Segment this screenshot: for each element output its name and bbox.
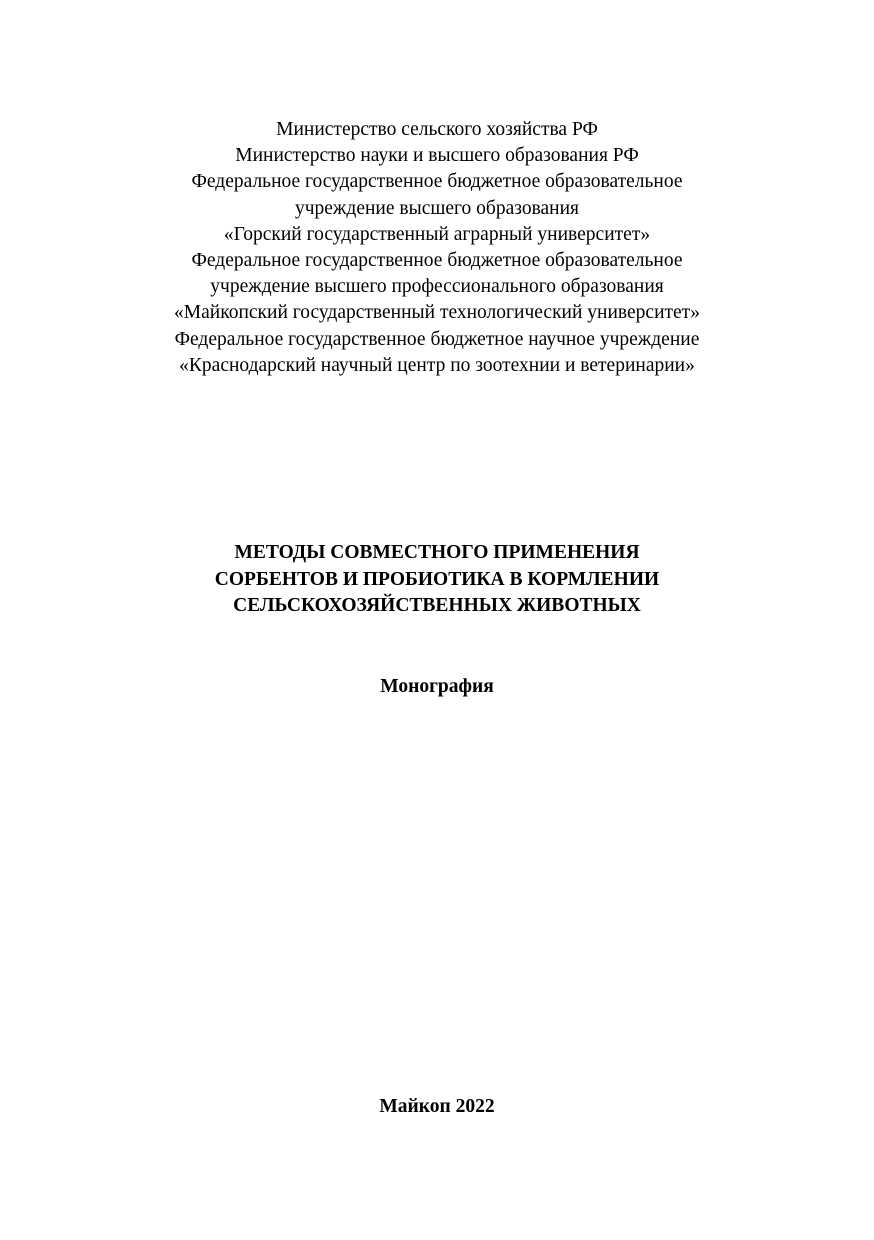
- institution-line: «Майкопский государственный технологический университет»: [174, 302, 700, 324]
- institution-line: Федеральное государственное бюджетное образовательное: [191, 250, 683, 272]
- city-year: Майкоп 2022: [379, 1096, 495, 1117]
- institution-line: Министерство науки и высшего образования РФ: [235, 145, 639, 167]
- institution-line: Федеральное государственное бюджетное образовательное: [191, 171, 683, 193]
- institution-line: учреждение высшего образования: [294, 197, 580, 219]
- document-type: Монография: [380, 676, 494, 697]
- institution-line: «Горский государственный аграрный университет»: [223, 223, 651, 245]
- institution-line: учреждение высшего профессионального образования: [210, 276, 664, 298]
- institutions-block: [0, 117, 874, 379]
- title-line: МЕТОДЫ СОВМЕСТНОГО ПРИМЕНЕНИЯ: [234, 542, 640, 563]
- institution-line: Министерство сельского хозяйства РФ: [276, 119, 598, 140]
- institution-line: «Краснодарский научный центр по зоотехнии и ветеринарии»: [179, 354, 695, 376]
- book-title: [0, 540, 874, 620]
- institution-line: Федеральное государственное бюджетное научное учреждение: [174, 328, 700, 350]
- title-line: СОРБЕНТОВ И ПРОБИОТИКА В КОРМЛЕНИИ: [214, 568, 660, 590]
- title-line: СЕЛЬСКОХОЗЯЙСТВЕННЫХ ЖИВОТНЫХ: [233, 595, 641, 616]
